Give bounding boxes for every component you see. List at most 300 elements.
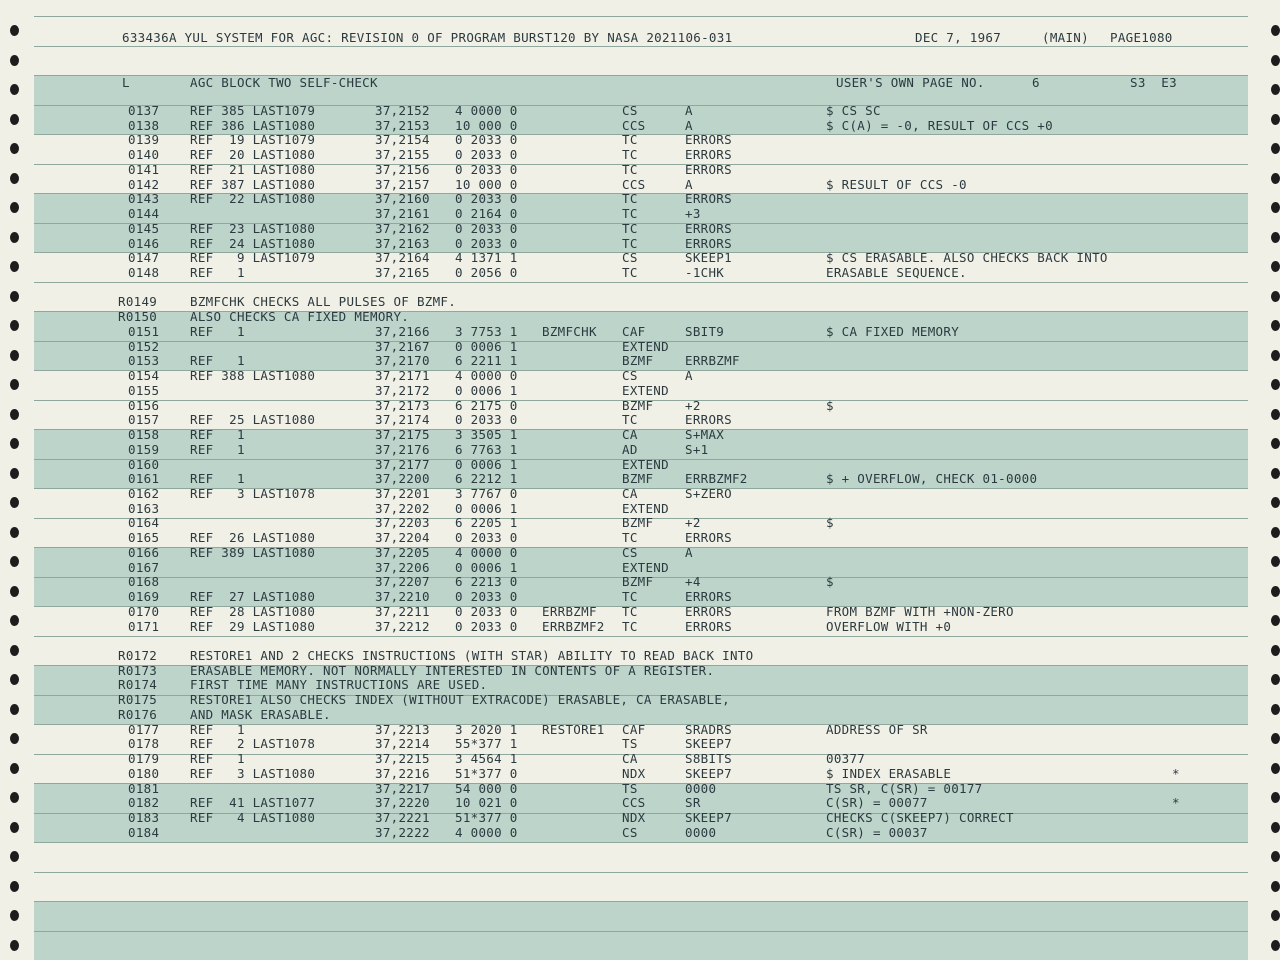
header-title: 633436A YUL SYSTEM FOR AGC: REVISION 0 OF PROGRAM BURST120 BY NASA 2021106-031: [122, 30, 733, 45]
rule-line: [34, 901, 1248, 902]
ref-field: REF 1: [190, 722, 245, 737]
comment: $ CS SC: [826, 103, 881, 118]
tractor-hole: [10, 527, 19, 538]
octal-word: 10 021 0: [455, 795, 518, 810]
block-title: AGC BLOCK TWO SELF-CHECK: [190, 75, 378, 90]
operand: ERRORS: [685, 589, 732, 604]
opcode: CS: [622, 103, 638, 118]
tractor-hole: [10, 881, 19, 892]
comment: C(SR) = 00037: [826, 825, 928, 840]
opcode: CS: [622, 368, 638, 383]
line-number: 0169: [128, 589, 160, 604]
octal-word: 6 2205 1: [455, 515, 518, 530]
line-number: 0137: [128, 103, 160, 118]
tractor-hole: [10, 733, 19, 744]
line-number: 0177: [128, 722, 160, 737]
ref-field: ALSO CHECKS CA FIXED MEMORY.: [190, 309, 410, 324]
label: ERRBZMF2: [542, 619, 605, 634]
address: 37,2157: [375, 177, 430, 192]
operand: +4: [685, 574, 701, 589]
line-number: R0172: [118, 648, 158, 663]
listing-type: L: [122, 75, 130, 90]
tractor-hole: [10, 586, 19, 597]
line-number: 0159: [128, 442, 160, 457]
octal-word: 0 0006 1: [455, 560, 518, 575]
tractor-hole: [10, 379, 19, 390]
tractor-hole: [1271, 55, 1280, 66]
line-number: 0171: [128, 619, 160, 634]
line-number: 0152: [128, 339, 160, 354]
tractor-hole: [1271, 940, 1280, 951]
opcode: CS: [622, 825, 638, 840]
operand: ERRORS: [685, 619, 732, 634]
opcode: CCS: [622, 177, 646, 192]
address: 37,2171: [375, 368, 430, 383]
operand: ERRORS: [685, 236, 732, 251]
octal-word: 0 2033 0: [455, 412, 518, 427]
operand: SKEEP7: [685, 810, 732, 825]
tractor-hole: [10, 940, 19, 951]
address: 37,2207: [375, 574, 430, 589]
comment: ERASABLE SEQUENCE.: [826, 265, 967, 280]
tractor-hole: [10, 468, 19, 479]
opcode: CCS: [622, 795, 646, 810]
address: 37,2164: [375, 250, 430, 265]
tractor-hole: [1271, 615, 1280, 626]
opcode: EXTEND: [622, 560, 669, 575]
ref-field: REF 20 LAST1080: [190, 147, 316, 162]
address: 37,2167: [375, 339, 430, 354]
tractor-hole: [10, 645, 19, 656]
address: 37,2202: [375, 501, 430, 516]
operand: ERRORS: [685, 604, 732, 619]
ref-field: AND MASK ERASABLE.: [190, 707, 331, 722]
tractor-hole: [10, 84, 19, 95]
address: 37,2162: [375, 221, 430, 236]
address: 37,2203: [375, 515, 430, 530]
address: 37,2161: [375, 206, 430, 221]
octal-word: 0 0006 1: [455, 457, 518, 472]
operand: SRADRS: [685, 722, 732, 737]
line-number: 0156: [128, 398, 160, 413]
tractor-hole: [1271, 586, 1280, 597]
operand: SR: [685, 795, 701, 810]
tractor-hole: [10, 615, 19, 626]
ref-field: REF 19 LAST1079: [190, 132, 316, 147]
line-number: R0174: [118, 677, 158, 692]
ref-field: RESTORE1 AND 2 CHECKS INSTRUCTIONS (WITH STAR) ABILITY TO READ BACK INTO: [190, 648, 754, 663]
rule-line: [34, 282, 1248, 283]
address: 37,2174: [375, 412, 430, 427]
comment: $ CA FIXED MEMORY: [826, 324, 960, 339]
line-number: 0155: [128, 383, 160, 398]
line-number: 0164: [128, 515, 160, 530]
line-number: R0173: [118, 663, 158, 678]
address: 37,2214: [375, 736, 430, 751]
tractor-hole: [10, 704, 19, 715]
ref-field: REF 22 LAST1080: [190, 191, 316, 206]
opcode: TC: [622, 132, 638, 147]
tractor-hole: [1271, 143, 1280, 154]
tractor-hole: [10, 910, 19, 921]
address: 37,2212: [375, 619, 430, 634]
octal-word: 6 2212 1: [455, 471, 518, 486]
octal-word: 0 2033 0: [455, 221, 518, 236]
tractor-hole: [1271, 173, 1280, 184]
comment: $ CS ERASABLE. ALSO CHECKS BACK INTO: [826, 250, 1108, 265]
ref-field: REF 1: [190, 471, 245, 486]
tractor-hole: [1271, 527, 1280, 538]
line-number: 0184: [128, 825, 160, 840]
line-number: 0167: [128, 560, 160, 575]
octal-word: 51*377 0: [455, 810, 518, 825]
line-number: 0151: [128, 324, 160, 339]
label: BZMFCHK: [542, 324, 597, 339]
address: 37,2222: [375, 825, 430, 840]
tractor-hole: [1271, 851, 1280, 862]
octal-word: 4 0000 0: [455, 545, 518, 560]
address: 37,2215: [375, 751, 430, 766]
tractor-hole: [1271, 232, 1280, 243]
opcode: CCS: [622, 118, 646, 133]
opcode: TC: [622, 162, 638, 177]
tractor-hole: [1271, 556, 1280, 567]
users-page-label: USER'S OWN PAGE NO.: [836, 75, 985, 90]
tractor-hole: [10, 822, 19, 833]
comment: $: [826, 574, 834, 589]
tractor-hole: [1271, 350, 1280, 361]
address: 37,2220: [375, 795, 430, 810]
comment: FROM BZMF WITH +NON-ZERO: [826, 604, 1014, 619]
comment: CHECKS C(SKEEP7) CORRECT: [826, 810, 1014, 825]
ref-field: REF 1: [190, 324, 245, 339]
octal-word: 0 2164 0: [455, 206, 518, 221]
tractor-hole: [1271, 468, 1280, 479]
line-number: 0160: [128, 457, 160, 472]
opcode: TC: [622, 206, 638, 221]
line-number: 0148: [128, 265, 160, 280]
line-number: R0176: [118, 707, 158, 722]
opcode: CA: [622, 751, 638, 766]
header-main: (MAIN): [1042, 30, 1089, 45]
line-number: 0183: [128, 810, 160, 825]
ref-field: REF 24 LAST1080: [190, 236, 316, 251]
opcode: NDX: [622, 766, 646, 781]
address: 37,2176: [375, 442, 430, 457]
address: 37,2216: [375, 766, 430, 781]
ref-field: REF 1: [190, 751, 245, 766]
octal-word: 3 4564 1: [455, 751, 518, 766]
rule-line: [34, 636, 1248, 637]
address: 37,2172: [375, 383, 430, 398]
operand: 0000: [685, 781, 717, 796]
address: 37,2154: [375, 132, 430, 147]
rule-line: [34, 46, 1248, 47]
tractor-hole: [10, 232, 19, 243]
octal-word: 0 2033 0: [455, 589, 518, 604]
ref-field: REF 3 LAST1078: [190, 486, 316, 501]
tractor-hole: [1271, 291, 1280, 302]
comment: $ RESULT OF CCS -0: [826, 177, 967, 192]
tractor-hole: [1271, 881, 1280, 892]
line-number: 0145: [128, 221, 160, 236]
comment: 00377: [826, 751, 866, 766]
octal-word: 3 7753 1: [455, 324, 518, 339]
ref-field: BZMFCHK CHECKS ALL PULSES OF BZMF.: [190, 294, 457, 309]
line-number: 0163: [128, 501, 160, 516]
comment: $ INDEX ERASABLE: [826, 766, 952, 781]
opcode: BZMF: [622, 353, 654, 368]
line-number: 0161: [128, 471, 160, 486]
octal-word: 3 3505 1: [455, 427, 518, 442]
octal-word: 6 2213 0: [455, 574, 518, 589]
tractor-hole: [10, 320, 19, 331]
line-number: 0146: [128, 236, 160, 251]
tractor-hole: [10, 409, 19, 420]
operand: -1CHK: [685, 265, 725, 280]
octal-word: 6 2175 0: [455, 398, 518, 413]
address: 37,2170: [375, 353, 430, 368]
comment: ADDRESS OF SR: [826, 722, 928, 737]
octal-word: 51*377 0: [455, 766, 518, 781]
tractor-hole: [1271, 763, 1280, 774]
ref-field: REF 25 LAST1080: [190, 412, 316, 427]
opcode: TC: [622, 191, 638, 206]
tractor-hole: [10, 350, 19, 361]
opcode: CAF: [622, 722, 646, 737]
operand: A: [685, 177, 693, 192]
header-page: PAGE1080: [1110, 30, 1173, 45]
operand: A: [685, 103, 693, 118]
tractor-hole: [10, 556, 19, 567]
address: 37,2163: [375, 236, 430, 251]
rule-line: [34, 16, 1248, 17]
operand: SKEEP7: [685, 766, 732, 781]
line-number: R0175: [118, 692, 158, 707]
tractor-hole: [10, 261, 19, 272]
header-date: DEC 7, 1967: [915, 30, 1002, 45]
ref-field: REF 389 LAST1080: [190, 545, 316, 560]
tractor-hole: [10, 202, 19, 213]
opcode: NDX: [622, 810, 646, 825]
line-number: 0165: [128, 530, 160, 545]
line-number: 0139: [128, 132, 160, 147]
address: 37,2213: [375, 722, 430, 737]
opcode: TC: [622, 412, 638, 427]
revision-star: *: [1172, 795, 1180, 810]
octal-word: 10 000 0: [455, 118, 518, 133]
address: 37,2221: [375, 810, 430, 825]
ref-field: REF 27 LAST1080: [190, 589, 316, 604]
address: 37,2205: [375, 545, 430, 560]
opcode: BZMF: [622, 515, 654, 530]
tractor-hole: [10, 114, 19, 125]
octal-word: 0 2033 0: [455, 147, 518, 162]
operand: ERRORS: [685, 162, 732, 177]
address: 37,2211: [375, 604, 430, 619]
operand: SKEEP7: [685, 736, 732, 751]
opcode: EXTEND: [622, 339, 669, 354]
operand: S+MAX: [685, 427, 725, 442]
address: 37,2155: [375, 147, 430, 162]
comment: $ + OVERFLOW, CHECK 01-0000: [826, 471, 1038, 486]
tractor-hole: [1271, 645, 1280, 656]
operand: +2: [685, 398, 701, 413]
line-number: R0149: [118, 294, 158, 309]
opcode: TC: [622, 589, 638, 604]
tractor-hole: [1271, 438, 1280, 449]
opcode: CA: [622, 427, 638, 442]
operand: ERRORS: [685, 147, 732, 162]
octal-word: 0 2033 0: [455, 191, 518, 206]
opcode: EXTEND: [622, 457, 669, 472]
address: 37,2217: [375, 781, 430, 796]
octal-word: 0 2033 0: [455, 619, 518, 634]
opcode: TS: [622, 781, 638, 796]
opcode: TC: [622, 530, 638, 545]
opcode: TC: [622, 221, 638, 236]
tractor-hole: [10, 792, 19, 803]
operand: S+1: [685, 442, 709, 457]
address: 37,2206: [375, 560, 430, 575]
address: 37,2204: [375, 530, 430, 545]
octal-word: 54 000 0: [455, 781, 518, 796]
octal-word: 0 0006 1: [455, 383, 518, 398]
tractor-hole: [10, 143, 19, 154]
line-number: R0150: [118, 309, 158, 324]
tractor-hole: [1271, 409, 1280, 420]
ref-field: REF 28 LAST1080: [190, 604, 316, 619]
line-number: 0141: [128, 162, 160, 177]
line-number: 0142: [128, 177, 160, 192]
octal-word: 0 2033 0: [455, 132, 518, 147]
tractor-hole: [10, 55, 19, 66]
tractor-hole: [10, 497, 19, 508]
address: 37,2153: [375, 118, 430, 133]
operand: ERRORS: [685, 191, 732, 206]
tractor-hole: [10, 291, 19, 302]
opcode: BZMF: [622, 398, 654, 413]
opcode: CS: [622, 250, 638, 265]
operand: S8BITS: [685, 751, 732, 766]
address: 37,2156: [375, 162, 430, 177]
ref-field: REF 3 LAST1080: [190, 766, 316, 781]
tractor-hole: [10, 763, 19, 774]
octal-word: 4 1371 1: [455, 250, 518, 265]
octal-word: 0 2033 0: [455, 162, 518, 177]
tractor-hole: [1271, 114, 1280, 125]
tractor-hole: [10, 173, 19, 184]
tractor-hole: [10, 25, 19, 36]
comment: $: [826, 515, 834, 530]
section-code: S3 E3: [1130, 75, 1177, 90]
address: 37,2160: [375, 191, 430, 206]
tractor-hole: [1271, 379, 1280, 390]
operand: A: [685, 545, 693, 560]
revision-star: *: [1172, 766, 1180, 781]
line-number: 0181: [128, 781, 160, 796]
line-number: 0144: [128, 206, 160, 221]
users-page-number: 6: [1032, 75, 1040, 90]
operand: ERRBZMF: [685, 353, 740, 368]
tractor-hole: [1271, 733, 1280, 744]
opcode: CAF: [622, 324, 646, 339]
line-number: 0138: [128, 118, 160, 133]
ref-field: REF 1: [190, 265, 245, 280]
tractor-hole: [1271, 822, 1280, 833]
operand: ERRORS: [685, 530, 732, 545]
ref-field: REF 387 LAST1080: [190, 177, 316, 192]
octal-word: 4 0000 0: [455, 368, 518, 383]
line-number: 0140: [128, 147, 160, 162]
operand: ERRORS: [685, 132, 732, 147]
opcode: TC: [622, 619, 638, 634]
opcode: EXTEND: [622, 383, 669, 398]
tractor-hole: [10, 674, 19, 685]
line-number: 0180: [128, 766, 160, 781]
octal-word: 0 2033 0: [455, 236, 518, 251]
rule-line: [34, 931, 1248, 932]
tractor-hole: [1271, 84, 1280, 95]
tractor-hole: [1271, 202, 1280, 213]
line-number: 0162: [128, 486, 160, 501]
comment: $ C(A) = -0, RESULT OF CCS +0: [826, 118, 1053, 133]
opcode: TC: [622, 236, 638, 251]
address: 37,2200: [375, 471, 430, 486]
octal-word: 4 0000 0: [455, 103, 518, 118]
label: RESTORE1: [542, 722, 605, 737]
operand: ERRORS: [685, 221, 732, 236]
octal-word: 6 7763 1: [455, 442, 518, 457]
ref-field: REF 21 LAST1080: [190, 162, 316, 177]
octal-word: 3 7767 0: [455, 486, 518, 501]
tractor-hole: [10, 438, 19, 449]
ref-field: REF 26 LAST1080: [190, 530, 316, 545]
octal-word: 55*377 1: [455, 736, 518, 751]
address: 37,2201: [375, 486, 430, 501]
ref-field: RESTORE1 ALSO CHECKS INDEX (WITHOUT EXTRACODE) ERASABLE, CA ERASABLE,: [190, 692, 730, 707]
octal-word: 0 2033 0: [455, 604, 518, 619]
line-number: 0157: [128, 412, 160, 427]
opcode: CA: [622, 486, 638, 501]
tractor-hole: [1271, 497, 1280, 508]
opcode: TC: [622, 265, 638, 280]
comment: C(SR) = 00077: [826, 795, 928, 810]
ref-field: REF 386 LAST1080: [190, 118, 316, 133]
opcode: AD: [622, 442, 638, 457]
tractor-hole: [1271, 320, 1280, 331]
ref-field: REF 385 LAST1079: [190, 103, 316, 118]
address: 37,2152: [375, 103, 430, 118]
line-number: 0147: [128, 250, 160, 265]
comment: OVERFLOW WITH +0: [826, 619, 952, 634]
ref-field: REF 9 LAST1079: [190, 250, 316, 265]
tractor-hole: [1271, 792, 1280, 803]
address: 37,2165: [375, 265, 430, 280]
octal-word: 6 2211 1: [455, 353, 518, 368]
tractor-hole: [1271, 674, 1280, 685]
address: 37,2177: [375, 457, 430, 472]
rule-line: [34, 872, 1248, 873]
line-number: 0166: [128, 545, 160, 560]
operand: 0000: [685, 825, 717, 840]
operand: SKEEP1: [685, 250, 732, 265]
octal-word: 4 0000 0: [455, 825, 518, 840]
opcode: TS: [622, 736, 638, 751]
octal-word: 0 2033 0: [455, 530, 518, 545]
octal-word: 0 0006 1: [455, 339, 518, 354]
tractor-hole: [1271, 910, 1280, 921]
